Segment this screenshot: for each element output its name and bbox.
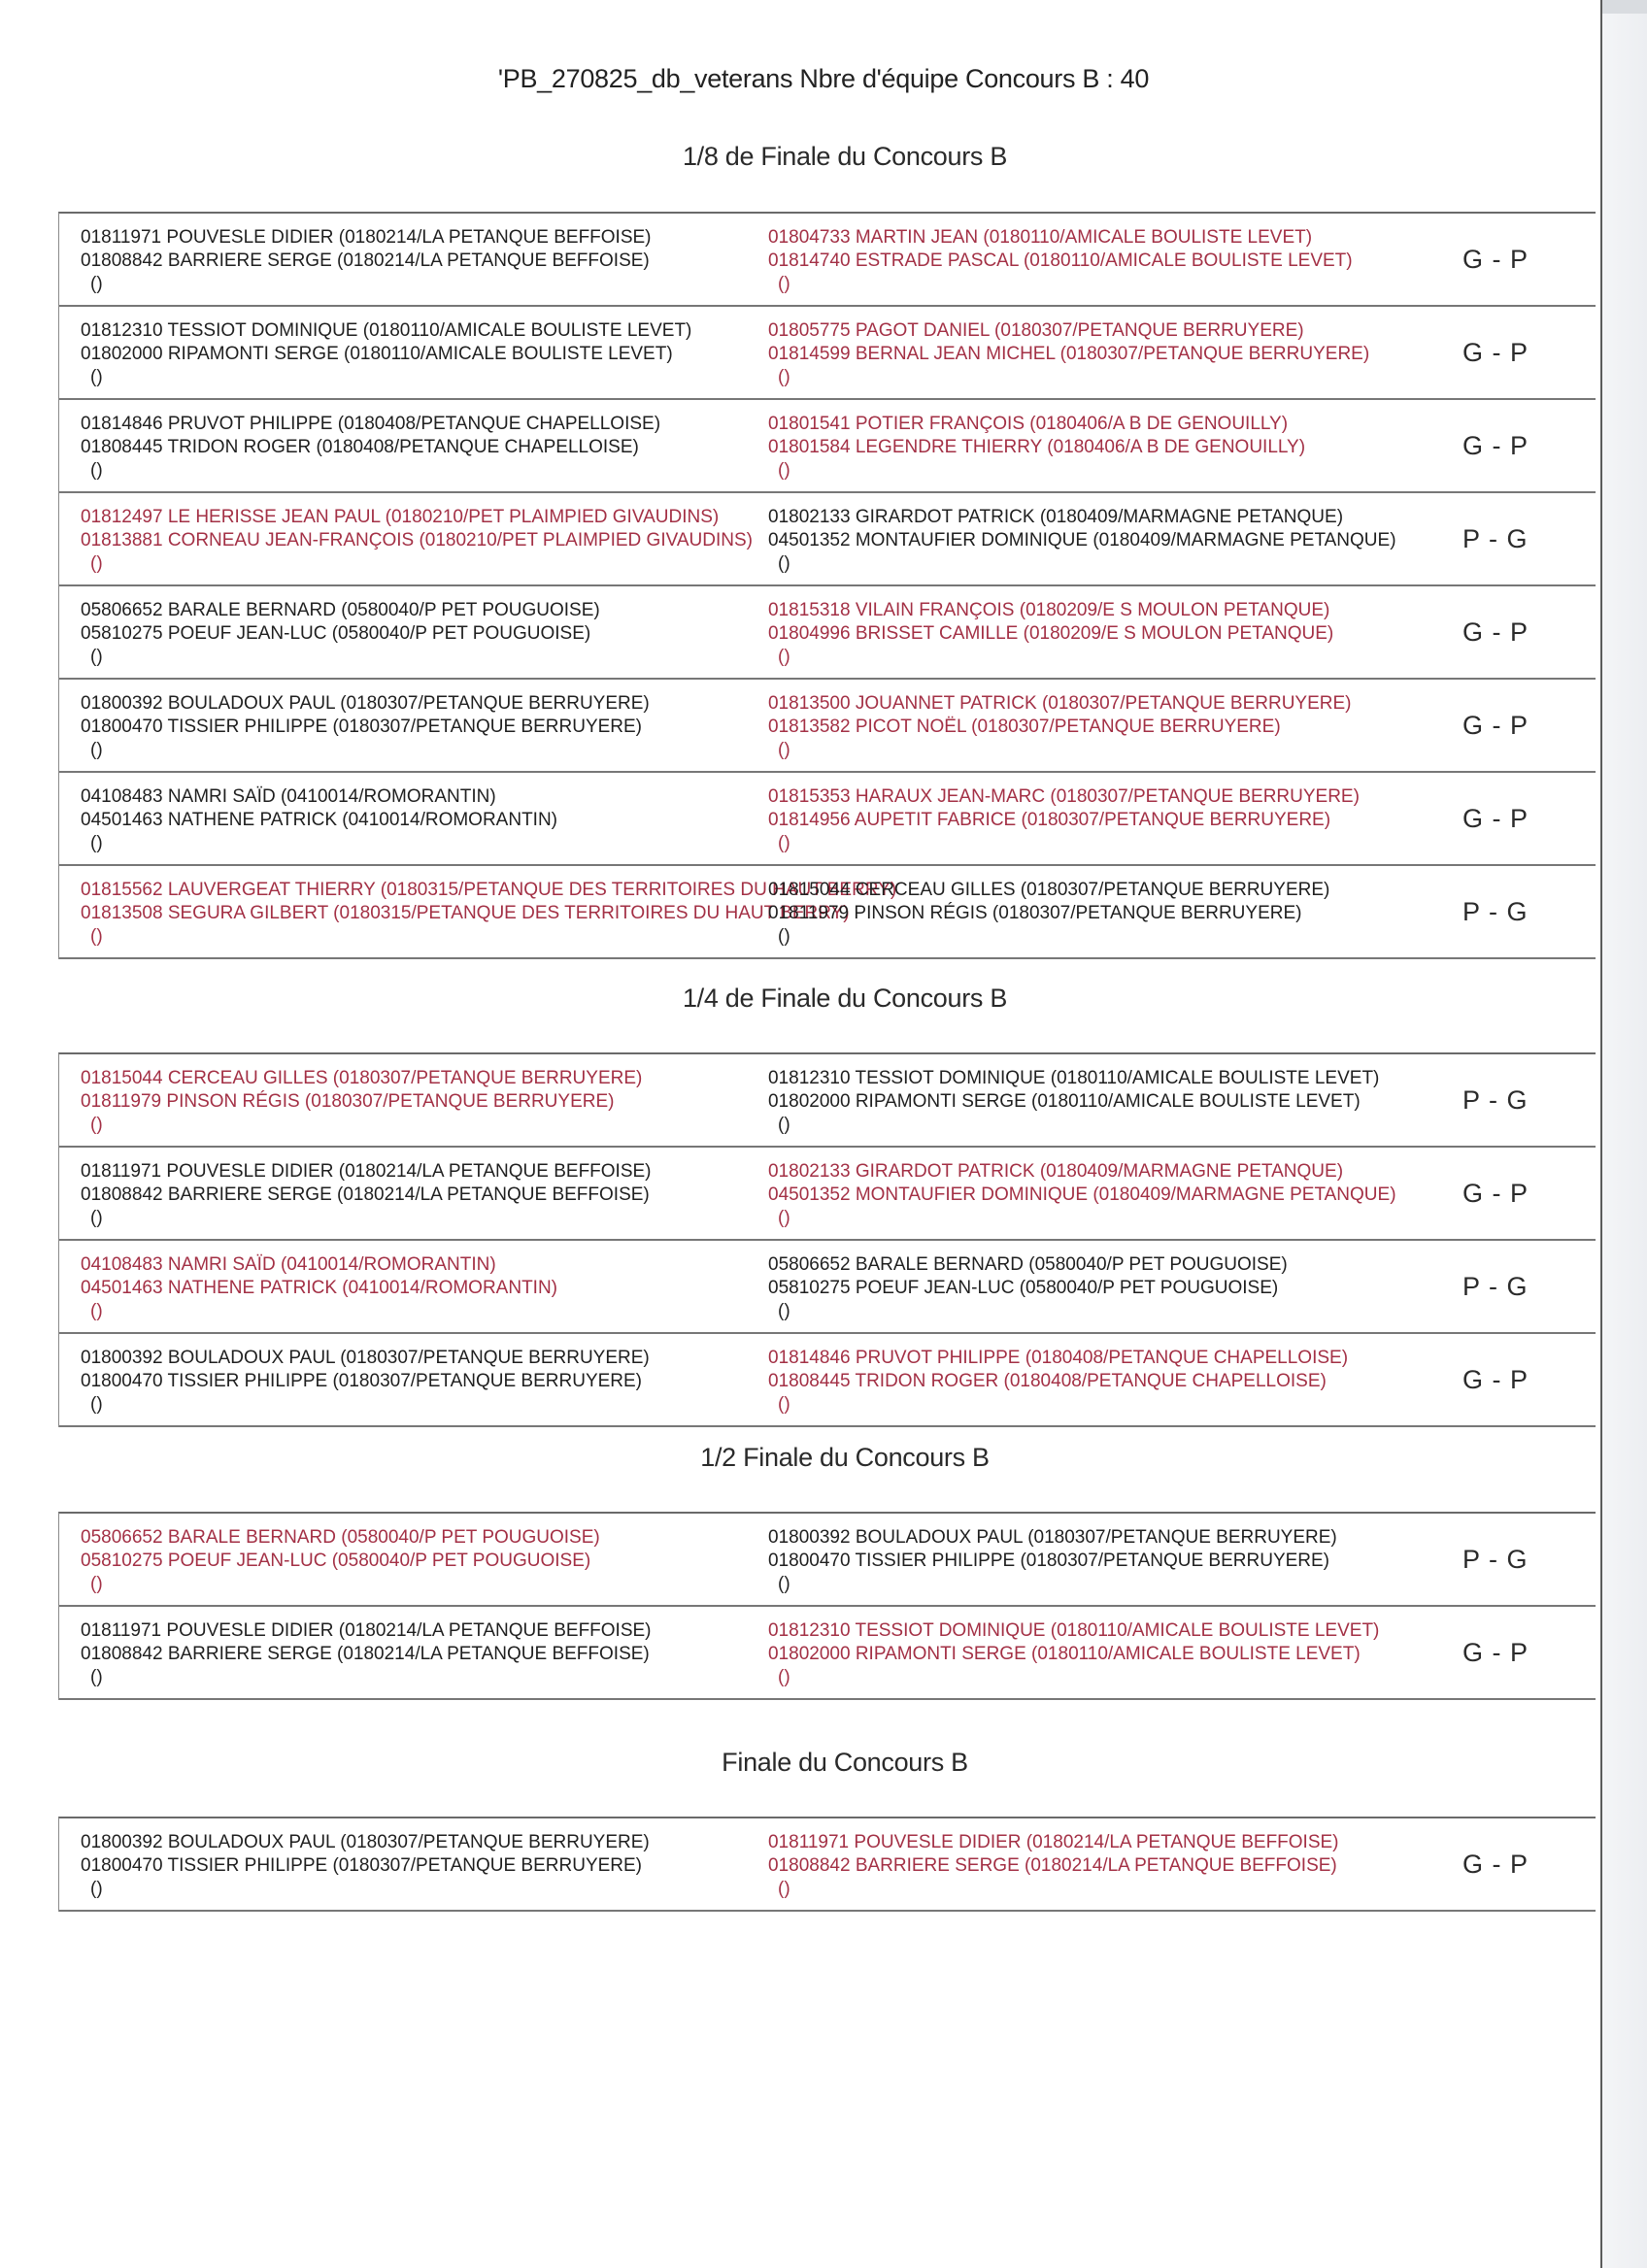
player-line: 04501463 NATHENE PATRICK (0410014/ROMORANTIN)	[81, 810, 558, 830]
team-right	[768, 599, 1333, 669]
player-line: 05806652 BARALE BERNARD (0580040/P PET POUGUOISE)	[768, 1254, 1288, 1275]
player-line: 01808842 BARRIERE SERGE (0180214/LA PETANQUE BEFFOISE)	[768, 1855, 1337, 1876]
player-line: 01813500 JOUANNET PATRICK (0180307/PETANQUE BERRUYERE)	[768, 693, 1352, 714]
team-left	[81, 1160, 652, 1230]
player-line: 01814846 PRUVOT PHILIPPE (0180408/PETANQUE CHAPELLOISE)	[81, 414, 661, 434]
team-points: ()	[90, 833, 103, 853]
match-row	[59, 400, 1596, 493]
player-line: 01813508 SEGURA GILBERT (0180315/PETANQUE DES TERRITOIRES DU HAUT BERRY)	[81, 903, 850, 923]
team-points: ()	[778, 1208, 790, 1228]
player-line: 04501352 MONTAUFIER DOMINIQUE (0180409/MARMAGNE PETANQUE)	[768, 1184, 1396, 1205]
player-line: 01802133 GIRARDOT PATRICK (0180409/MARMAGNE PETANQUE)	[768, 1161, 1344, 1182]
round-title: 1/8 de Finale du Concours B	[682, 142, 1008, 171]
match-row	[59, 1148, 1596, 1241]
team-points: ()	[778, 1394, 790, 1415]
team-points: ()	[90, 1574, 103, 1594]
match-result: G - P	[1462, 711, 1529, 740]
team-right	[768, 1160, 1396, 1230]
player-line: 01800470 TISSIER PHILIPPE (0180307/PETANQUE BERRUYERE)	[768, 1551, 1330, 1571]
team-points: ()	[778, 740, 790, 760]
round-table	[58, 1817, 1596, 1912]
team-points: ()	[778, 274, 790, 294]
player-line: 01812497 LE HERISSE JEAN PAUL (0180210/PET PLAIMPIED GIVAUDINS)	[81, 507, 720, 527]
player-line: 01802000 RIPAMONTI SERGE (0180110/AMICALE BOULISTE LEVET)	[768, 1644, 1361, 1664]
team-points: ()	[90, 460, 103, 481]
team-left	[81, 226, 652, 296]
player-line: 01801584 LEGENDRE THIERRY (0180406/A B DE GENOUILLY)	[768, 437, 1306, 457]
team-left	[81, 413, 660, 483]
team-points: ()	[778, 367, 790, 387]
player-line: 05806652 BARALE BERNARD (0580040/P PET POUGUOISE)	[81, 1527, 600, 1548]
match-row	[59, 586, 1596, 680]
player-line: 01811971 POUVESLE DIDIER (0180214/LA PETANQUE BEFFOISE)	[81, 227, 652, 248]
match-row	[59, 1607, 1596, 1700]
match-result: P - G	[1462, 1085, 1529, 1115]
team-points: ()	[90, 740, 103, 760]
team-right	[768, 1347, 1348, 1417]
player-line: 04501352 MONTAUFIER DOMINIQUE (0180409/MARMAGNE PETANQUE)	[768, 530, 1396, 550]
match-result: G - P	[1462, 431, 1529, 460]
player-line: 01802133 GIRARDOT PATRICK (0180409/MARMAGNE PETANQUE)	[768, 507, 1344, 527]
player-line: 01811979 PINSON RÉGIS (0180307/PETANQUE BERRUYERE)	[768, 903, 1302, 923]
match-result: P - G	[1462, 897, 1529, 926]
player-line: 04501463 NATHENE PATRICK (0410014/ROMORANTIN)	[81, 1278, 558, 1298]
player-line: 01805775 PAGOT DANIEL (0180307/PETANQUE BERRUYERE)	[768, 320, 1304, 341]
player-line: 01808842 BARRIERE SERGE (0180214/LA PETANQUE BEFFOISE)	[81, 1644, 650, 1664]
team-left	[81, 692, 650, 762]
team-left	[81, 1619, 652, 1689]
team-right	[768, 413, 1305, 483]
team-points: ()	[90, 1208, 103, 1228]
round-table	[58, 1512, 1596, 1700]
team-points: ()	[778, 926, 790, 947]
player-line: 01808842 BARRIERE SERGE (0180214/LA PETANQUE BEFFOISE)	[81, 1184, 650, 1205]
team-points: ()	[90, 367, 103, 387]
team-points: ()	[90, 647, 103, 667]
team-points: ()	[90, 1879, 103, 1899]
match-result: G - P	[1462, 617, 1529, 647]
player-line: 01811971 POUVESLE DIDIER (0180214/LA PETANQUE BEFFOISE)	[81, 1161, 652, 1182]
player-line: 01815562 LAUVERGEAT THIERRY (0180315/PETANQUE DES TERRITOIRES DU HAUT BERRY)	[81, 880, 897, 900]
document-title: 'PB_270825_db_veterans Nbre d'équipe Concours B : 40	[497, 64, 1150, 93]
team-left	[81, 1347, 650, 1417]
match-row	[59, 1241, 1596, 1334]
team-points: ()	[778, 1301, 790, 1321]
match-result: G - P	[1462, 338, 1529, 367]
player-line: 01814740 ESTRADE PASCAL (0180110/AMICALE BOULISTE LEVET)	[768, 250, 1353, 271]
team-points: ()	[90, 1115, 103, 1135]
team-left	[81, 1067, 642, 1137]
team-right	[768, 785, 1360, 855]
team-right	[768, 692, 1352, 762]
player-line: 01814956 AUPETIT FABRICE (0180307/PETANQUE BERRUYERE)	[768, 810, 1331, 830]
player-line: 01812310 TESSIOT DOMINIQUE (0180110/AMICALE BOULISTE LEVET)	[768, 1068, 1380, 1088]
match-row	[59, 493, 1596, 586]
match-result: P - G	[1462, 524, 1529, 553]
team-right	[768, 1831, 1339, 1901]
team-points: ()	[778, 647, 790, 667]
player-line: 01815353 HARAUX JEAN-MARC (0180307/PETANQUE BERRUYERE)	[768, 786, 1360, 807]
player-line: 01811971 POUVESLE DIDIER (0180214/LA PETANQUE BEFFOISE)	[768, 1832, 1339, 1852]
player-line: 01800470 TISSIER PHILIPPE (0180307/PETANQUE BERRUYERE)	[81, 717, 643, 737]
team-right	[768, 1526, 1337, 1596]
player-line: 05810275 POEUF JEAN-LUC (0580040/P PET POUGUOISE)	[81, 623, 591, 644]
team-points: ()	[778, 553, 790, 574]
player-line: 01800392 BOULADOUX PAUL (0180307/PETANQUE BERRUYERE)	[81, 1832, 650, 1852]
player-line: 01802000 RIPAMONTI SERGE (0180110/AMICALE BOULISTE LEVET)	[81, 344, 673, 364]
player-line: 01811971 POUVESLE DIDIER (0180214/LA PETANQUE BEFFOISE)	[81, 1620, 652, 1641]
team-right	[768, 1253, 1288, 1323]
team-left	[81, 319, 691, 389]
match-row	[59, 1054, 1596, 1148]
team-left	[81, 506, 753, 576]
match-result: G - P	[1462, 245, 1529, 274]
player-line: 01813582 PICOT NOËL (0180307/PETANQUE BERRUYERE)	[768, 717, 1281, 737]
team-right	[768, 506, 1396, 576]
match-row	[59, 214, 1596, 307]
player-line: 01813881 CORNEAU JEAN-FRANÇOIS (0180210/PET PLAIMPIED GIVAUDINS)	[81, 530, 753, 550]
player-line: 01800392 BOULADOUX PAUL (0180307/PETANQUE BERRUYERE)	[81, 693, 650, 714]
round-title: Finale du Concours B	[722, 1748, 968, 1777]
player-line: 01800470 TISSIER PHILIPPE (0180307/PETANQUE BERRUYERE)	[81, 1855, 643, 1876]
team-right	[768, 226, 1353, 296]
player-line: 01812310 TESSIOT DOMINIQUE (0180110/AMICALE BOULISTE LEVET)	[768, 1620, 1380, 1641]
player-line: 05810275 POEUF JEAN-LUC (0580040/P PET POUGUOISE)	[768, 1278, 1279, 1298]
player-line: 01802000 RIPAMONTI SERGE (0180110/AMICALE BOULISTE LEVET)	[768, 1091, 1361, 1112]
team-points: ()	[90, 553, 103, 574]
match-result: G - P	[1462, 1365, 1529, 1394]
team-points: ()	[778, 1879, 790, 1899]
round-title: 1/4 de Finale du Concours B	[682, 984, 1008, 1013]
match-result: G - P	[1462, 1179, 1529, 1208]
team-right	[768, 879, 1329, 949]
team-right	[768, 1067, 1379, 1137]
match-row	[59, 1334, 1596, 1427]
match-result: G - P	[1462, 1850, 1529, 1879]
match-row	[59, 307, 1596, 400]
player-line: 01800392 BOULADOUX PAUL (0180307/PETANQUE BERRUYERE)	[81, 1348, 650, 1368]
team-points: ()	[90, 1301, 103, 1321]
scan-edge	[1600, 0, 1647, 2268]
player-line: 01815044 CERCEAU GILLES (0180307/PETANQUE BERRUYERE)	[768, 880, 1330, 900]
player-line: 01804733 MARTIN JEAN (0180110/AMICALE BOULISTE LEVET)	[768, 227, 1313, 248]
team-left	[81, 1831, 650, 1901]
round-table	[58, 212, 1596, 959]
team-left	[81, 785, 557, 855]
round-title: 1/2 Finale du Concours B	[700, 1443, 990, 1472]
player-line: 01812310 TESSIOT DOMINIQUE (0180110/AMICALE BOULISTE LEVET)	[81, 320, 692, 341]
team-left	[81, 599, 600, 669]
team-points: ()	[778, 1667, 790, 1687]
team-points: ()	[778, 833, 790, 853]
player-line: 05810275 POEUF JEAN-LUC (0580040/P PET POUGUOISE)	[81, 1551, 591, 1571]
player-line: 04108483 NAMRI SAÏD (0410014/ROMORANTIN)	[81, 786, 496, 807]
team-points: ()	[90, 926, 103, 947]
match-row	[59, 1514, 1596, 1607]
player-line: 01808842 BARRIERE SERGE (0180214/LA PETANQUE BEFFOISE)	[81, 250, 650, 271]
player-line: 01815044 CERCEAU GILLES (0180307/PETANQUE BERRUYERE)	[81, 1068, 643, 1088]
player-line: 01808445 TRIDON ROGER (0180408/PETANQUE CHAPELLOISE)	[81, 437, 639, 457]
match-result: G - P	[1462, 804, 1529, 833]
team-left	[81, 1526, 600, 1596]
player-line: 01800470 TISSIER PHILIPPE (0180307/PETANQUE BERRUYERE)	[81, 1371, 643, 1391]
team-points: ()	[90, 274, 103, 294]
team-right	[768, 319, 1369, 389]
team-points: ()	[778, 460, 790, 481]
player-line: 05806652 BARALE BERNARD (0580040/P PET POUGUOISE)	[81, 600, 600, 620]
team-points: ()	[778, 1115, 790, 1135]
team-points: ()	[90, 1667, 103, 1687]
player-line: 01800392 BOULADOUX PAUL (0180307/PETANQUE BERRUYERE)	[768, 1527, 1337, 1548]
team-points: ()	[778, 1574, 790, 1594]
team-points: ()	[90, 1394, 103, 1415]
match-row	[59, 680, 1596, 773]
player-line: 01804996 BRISSET CAMILLE (0180209/E S MOULON PETANQUE)	[768, 623, 1334, 644]
match-result: P - G	[1462, 1272, 1529, 1301]
player-line: 01814846 PRUVOT PHILIPPE (0180408/PETANQUE CHAPELLOISE)	[768, 1348, 1349, 1368]
round-table	[58, 1052, 1596, 1427]
match-row	[59, 773, 1596, 866]
player-line: 01811979 PINSON RÉGIS (0180307/PETANQUE BERRUYERE)	[81, 1091, 615, 1112]
scan-edge-top	[1602, 0, 1647, 14]
match-result: P - G	[1462, 1545, 1529, 1574]
team-left	[81, 1253, 557, 1323]
team-right	[768, 1619, 1379, 1689]
player-line: 01808445 TRIDON ROGER (0180408/PETANQUE CHAPELLOISE)	[768, 1371, 1327, 1391]
match-row	[59, 866, 1596, 959]
match-result: G - P	[1462, 1638, 1529, 1667]
player-line: 01815318 VILAIN FRANÇOIS (0180209/E S MOULON PETANQUE)	[768, 600, 1330, 620]
match-row	[59, 1818, 1596, 1912]
player-line: 04108483 NAMRI SAÏD (0410014/ROMORANTIN)	[81, 1254, 496, 1275]
player-line: 01814599 BERNAL JEAN MICHEL (0180307/PETANQUE BERRUYERE)	[768, 344, 1370, 364]
player-line: 01801541 POTIER FRANÇOIS (0180406/A B DE GENOUILLY)	[768, 414, 1289, 434]
